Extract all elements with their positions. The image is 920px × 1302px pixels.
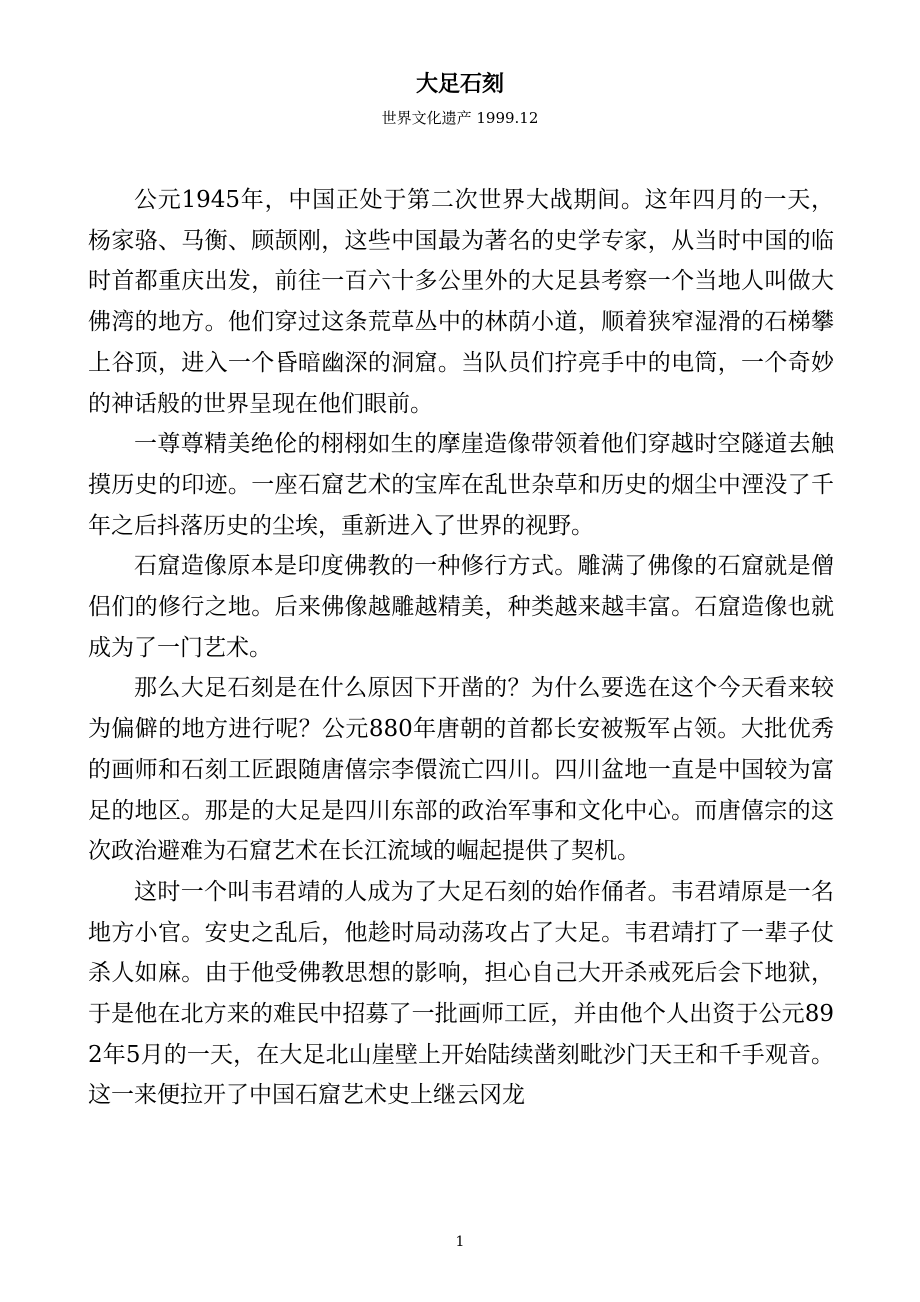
paragraph: 那么大足石刻是在什么原因下开凿的？为什么要选在这个今天看来较为偏僻的地方进行呢？公元880年唐朝的首都长安被叛军占领。大批优秀的画师和石刻工匠跟随唐僖宗李儇流亡四川。四川盆地一直是中国较为富足的地区。那是的大足是四川东部的政治军事和文化中心。而唐僖宗的这次政治避难为石窟艺术在长江流域的崛起提供了契机。: [88, 675, 834, 865]
paragraph: 公元1945年，中国正处于第二次世界大战期间。这年四月的一天，杨家骆、马衡、顾颉刚，这些中国最为著名的史学专家，从当时中国的临时首都重庆出发，前往一百六十多公里外的大足县考察一个当地人叫做大佛湾的地方。他们穿过这条荒草丛中的林荫小道，顺着狭窄湿滑的石梯攀上谷顶，进入一个昏暗幽深的洞窟。当队员们拧亮手中的电筒，一个奇妙的神话般的世界呈现在他们眼前。: [88, 187, 834, 417]
paragraph: 这时一个叫韦君靖的人成为了大足石刻的始作俑者。韦君靖原是一名地方小官。安史之乱后，他趁时局动荡攻占了大足。韦君靖打了一辈子仗杀人如麻。由于他受佛教思想的影响，担心自己大开杀戒死后会下地狱，于是他在北方来的难民中招募了一批画师工匠，并由他个人出资于公元892年5月的一天，在大足北山崖壁上开始陆续凿刻毗沙门天王和千手观音。这一来便拉开了中国石窟艺术史上继云冈龙: [88, 878, 834, 1109]
paragraph: 石窟造像原本是印度佛教的一种修行方式。雕满了佛像的石窟就是僧侣们的修行之地。后来佛像越雕越精美，种类越来越丰富。石窟造像也就成为了一门艺术。: [88, 553, 834, 661]
page-number: 1: [455, 1234, 465, 1250]
paragraph: 一尊尊精美绝伦的栩栩如生的摩崖造像带领着他们穿越时空隧道去触摸历史的印迹。一座石窟艺术的宝库在乱世杂草和历史的烟尘中湮没了千年之后抖落历史的尘埃，重新进入了世界的视野。: [88, 431, 834, 539]
document-body: [88, 180, 834, 1116]
document-title: 大足石刻: [415, 71, 504, 97]
document-subtitle: 世界文化遗产 1999.12: [381, 109, 539, 127]
